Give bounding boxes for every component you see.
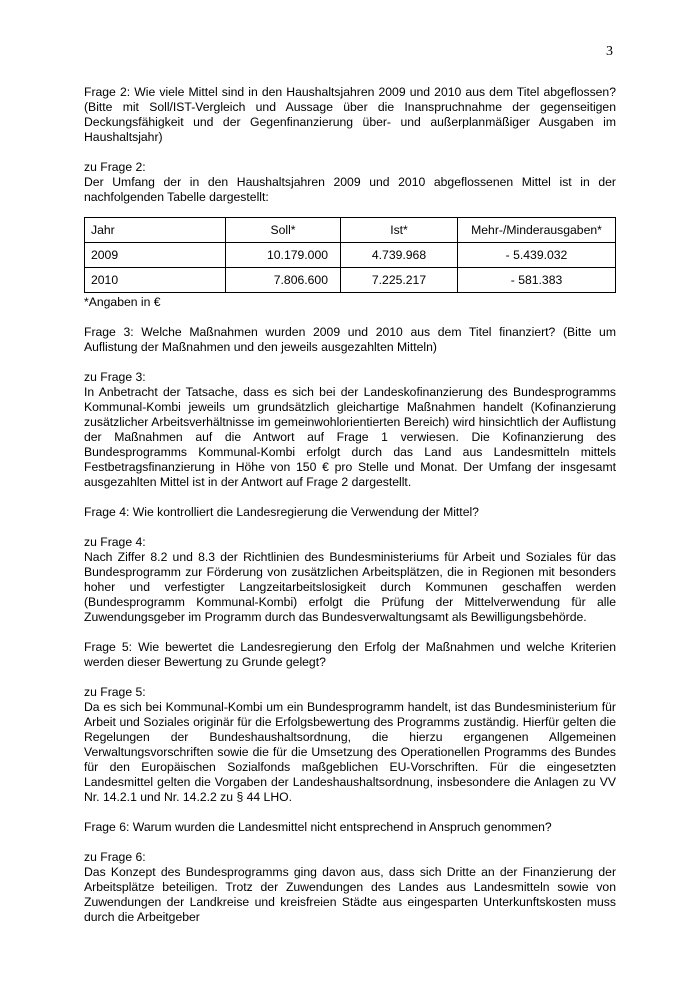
table-cell: 2009 [85,243,226,268]
expenditure-table [84,217,616,293]
question-2: Frage 2: Wie viele Mittel sind in den Haushaltsjahren 2009 und 2010 aus dem Titel abgeflossen? (Bitte mit Soll/IST-Vergleich und Aussage über die Inanspruchnahme der gegenseitigen Deckungsfähigkeit und der Gegenfinanzierung über- und außerplanmäßiger Ausgaben im Haushaltsjahr) [84,85,616,144]
answer-6-heading: zu Frage 6: [84,850,146,864]
answer-4-text: Nach Ziffer 8.2 und 8.3 der Richtlinien des Bundesministeriums für Arbeit und Soziales für das Bundesprogramm zur Förderung von zusätzlichen Arbeitsplätzen, die in Regionen mit besonders hoher und verfestigter Langzeitarbeitslosigkeit durch Kommunen geschaffen werden (Bundesprogramm Kommunal-Kombi) erfolgt die Prüfung der Mittelverwendung für alle Zuwendungsgeber im Programm durch das Bundesverwaltungsamt als Bewilligungsbehörde. [84,550,616,624]
table-header-cell: Jahr [85,218,226,243]
page-number: 3 [606,44,613,59]
answer-5-text: Da es sich bei Kommunal-Kombi um ein Bundesprogramm handelt, ist das Bundesministerium für Arbeit und Soziales originär für die Erfolgsbewertung des Programms zuständig. Hierfür gelten die Regelungen der Bundeshaushaltsordnung, die hierzu ergangenen Allgemeinen Verwaltungsvorschriften sowie die für die Umsetzung des Operationellen Programms des Bundes für den Europäischen Sozialfonds maßgeblichen EU-Vorschriften. Für die eingesetzten Landesmittel gelten die Vorgaben der Landeshaushaltsordnung, insbesondere die Anlagen zu VV Nr. 14.2.1 und Nr. 14.2.2 zu § 44 LHO. [84,700,616,804]
table-header-cell: Ist* [341,218,458,243]
table-header-cell: Mehr-/Minderausgaben* [458,218,616,243]
question-3: Frage 3: Welche Maßnahmen wurden 2009 und 2010 aus dem Titel finanziert? (Bitte um Auflistung der Maßnahmen und den jeweils ausgezahlten Mitteln) [84,325,616,354]
answer-2-heading: zu Frage 2: [84,160,146,174]
table-note: *Angaben in € [84,295,161,309]
table-row [85,268,616,293]
answer-3-heading: zu Frage 3: [84,370,146,384]
table-cell: 7.806.600 [226,268,341,293]
table-cell: 2010 [85,268,226,293]
table-cell: - 5.439.032 [458,243,616,268]
question-4: Frage 4: Wie kontrolliert die Landesregierung die Verwendung der Mittel? [84,505,479,519]
question-5: Frage 5: Wie bewertet die Landesregierung den Erfolg der Maßnahmen und welche Kriterien werden dieser Bewertung zu Grunde gelegt? [84,640,616,669]
table-cell: 7.225.217 [341,268,458,293]
document-body [84,85,616,925]
answer-5-heading: zu Frage 5: [84,685,146,699]
answer-6-text: Das Konzept des Bundesprogramms ging davon aus, dass sich Dritte an der Finanzierung der Arbeitsplätze beteiligen. Trotz der Zuwendungen des Landes aus Landesmitteln sowie von Zuwendungen der Landkreise und kreisfreien Städte aus eingesparten Unterkunftskosten muss durch die Arbeitgeber [84,865,616,924]
question-6: Frage 6: Warum wurden die Landesmittel nicht entsprechend in Anspruch genommen? [84,820,552,834]
table-cell: 4.739.968 [341,243,458,268]
table-header-row [85,218,616,243]
table-cell: - 581.383 [458,268,616,293]
table-cell: 10.179.000 [226,243,341,268]
table-header-cell: Soll* [226,218,341,243]
answer-4-heading: zu Frage 4: [84,535,146,549]
table-row [85,243,616,268]
answer-3-text: In Anbetracht der Tatsache, dass es sich bei der Landeskofinanzierung des Bundesprogramms Kommunal-Kombi jeweils um grundsätzlich gleichartige Maßnahmen handelt (Kofinanzierung zusätzlicher Arbeitsverhältnisse im gemeinwohlorientierten Bereich) wird hinsichtlich der Auflistung der Maßnahmen auf die Antwort auf Frage 1 verwiesen. Die Kofinanzierung des Bundesprogramms Kommunal-Kombi erfolgt durch das Land aus Landesmitteln mittels Festbetragsfinanzierung in Höhe von 150 € pro Stelle und Monat. Der Umfang der insgesamt ausgezahlten Mittel ist in der Antwort auf Frage 2 dargestellt. [84,385,616,489]
answer-2-text: Der Umfang der in den Haushaltsjahren 2009 und 2010 abgeflossenen Mittel ist in der nachfolgenden Tabelle dargestellt: [84,175,616,204]
